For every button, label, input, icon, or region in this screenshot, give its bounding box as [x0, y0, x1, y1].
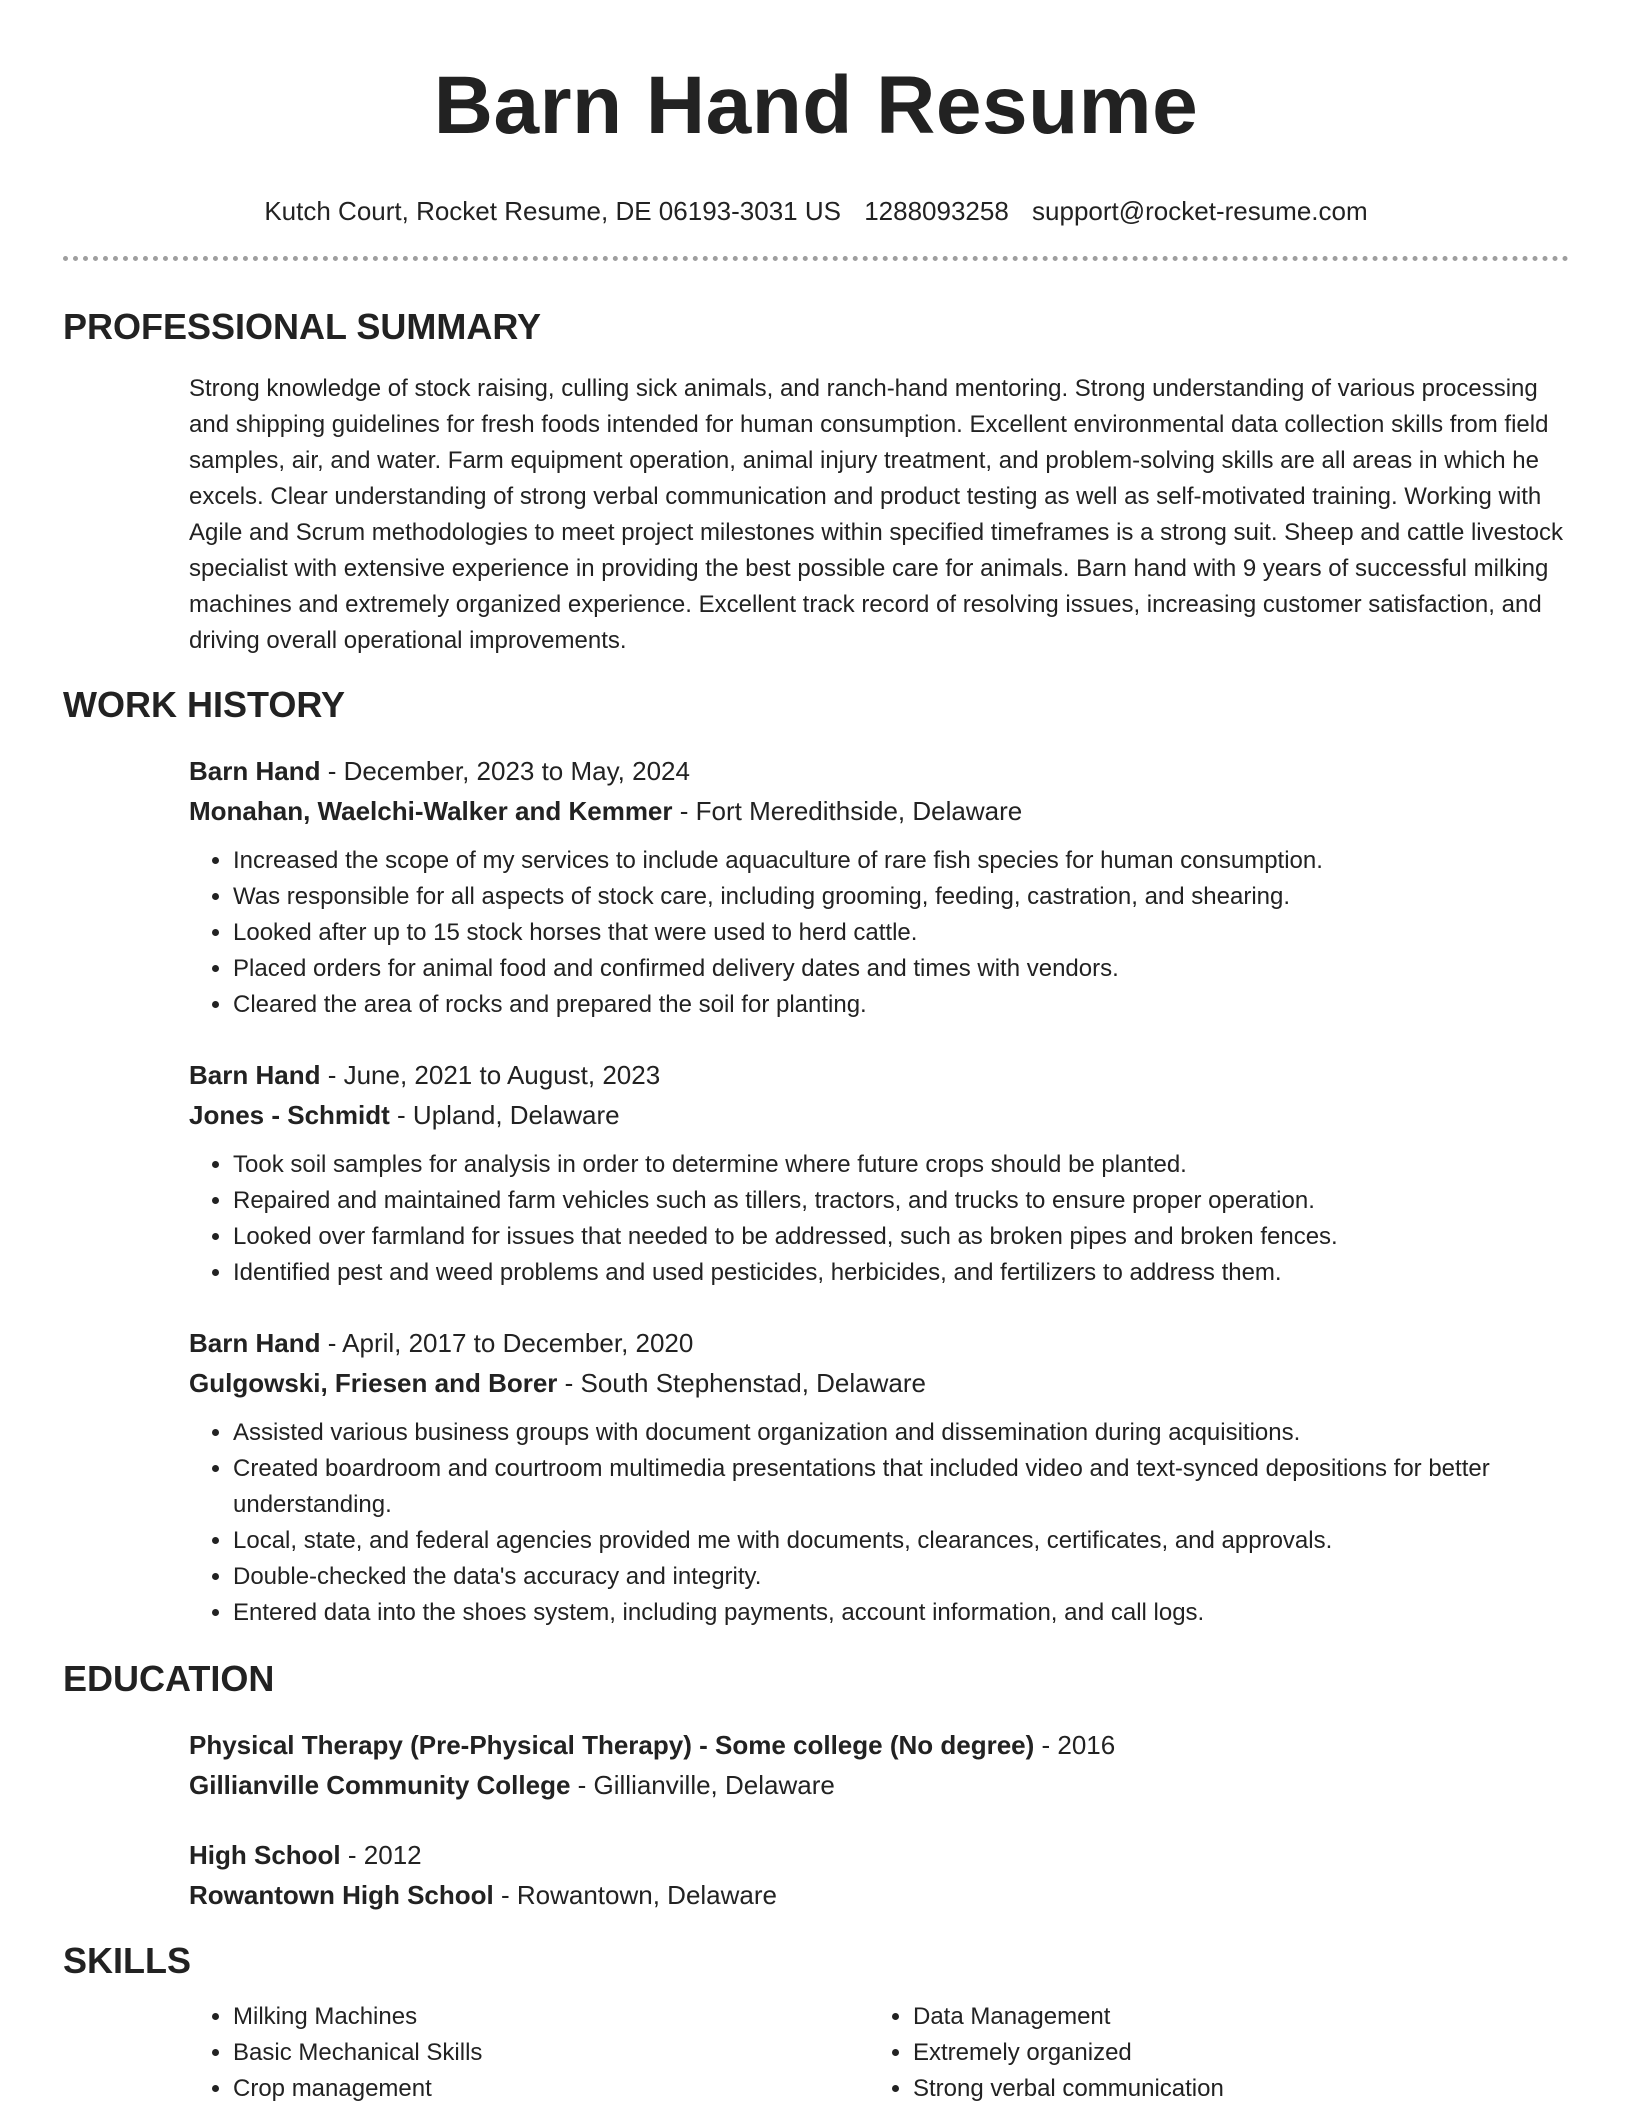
- job-dates: - April, 2017 to December, 2020: [320, 1328, 694, 1358]
- education-location: - Gillianville, Delaware: [570, 1770, 835, 1800]
- skill-item: • Data Management: [913, 1999, 1549, 2035]
- job-title-line: [189, 1055, 1569, 1095]
- job-company: Jones - Schmidt: [189, 1100, 390, 1130]
- skills-section: [189, 1999, 1569, 2107]
- header-divider: [63, 256, 1569, 261]
- job-title: Barn Hand: [189, 1060, 321, 1090]
- education-section: [189, 1725, 1569, 1915]
- job-company-line: [189, 791, 1569, 831]
- resume-title: Barn Hand Resume: [433, 60, 1199, 151]
- job-location: - Fort Meredithside, Delaware: [672, 796, 1023, 826]
- job-bullet: • Entered data into the shoes system, including payments, account information, and call logs.: [233, 1595, 1569, 1631]
- job-company: Gulgowski, Friesen and Borer: [189, 1368, 558, 1398]
- skill-item: • Strong verbal communication: [913, 2071, 1549, 2107]
- job-dates: - December, 2023 to May, 2024: [320, 756, 690, 786]
- job-bullets: [189, 1147, 1569, 1291]
- job-title-line: [189, 751, 1569, 791]
- job-bullet: • Local, state, and federal agencies provided me with documents, clearances, certificates, and approvals.: [233, 1523, 1569, 1559]
- job-company-line: [189, 1363, 1569, 1403]
- summary-heading: PROFESSIONAL SUMMARY: [63, 306, 542, 347]
- education-degree: High School: [189, 1840, 341, 1870]
- education-school: Rowantown High School: [189, 1880, 494, 1910]
- job-bullet: • Repaired and maintained farm vehicles such as tillers, tractors, and trucks to ensure proper operation.: [233, 1183, 1569, 1219]
- job-company-line: [189, 1095, 1569, 1135]
- job-bullet: • Looked over farmland for issues that needed to be addressed, such as broken pipes and broken fences.: [233, 1219, 1569, 1255]
- education-year: - 2016: [1034, 1730, 1116, 1760]
- work-history-section: [189, 751, 1569, 1631]
- education-heading: EDUCATION: [63, 1658, 275, 1699]
- job-bullet: • Identified pest and weed problems and used pesticides, herbicides, and fertilizers to address them.: [233, 1255, 1569, 1291]
- job-bullets: [189, 1415, 1569, 1631]
- job-bullet: • Was responsible for all aspects of stock care, including grooming, feeding, castration, and shearing.: [233, 879, 1569, 915]
- job-bullets: [189, 843, 1569, 1023]
- job-bullet: • Created boardroom and courtroom multimedia presentations that included video and text-synced depositions for better understanding.: [233, 1451, 1569, 1523]
- education-degree-line: [189, 1725, 1569, 1765]
- skill-item: • Extremely organized: [913, 2035, 1549, 2071]
- summary-text: Strong knowledge of stock raising, culling sick animals, and ranch-hand mentoring. Strong understanding of various processing and shipping guidelines for fresh foods intended for human consumption. Excellent environmental data collection skills from field samples, air, and water. Farm equipment operation, animal injury treatment, and problem-solving skills are all areas in which he excels. Clear understanding of strong verbal communication and product testing as well as self-motivated training. Working with Agile and Scrum methodologies to meet project milestones within specified timeframes is a strong suit. Sheep and cattle livestock specialist with extensive experience in providing the best possible care for animals. Barn hand with 9 years of successful milking machines and extremely organized experience. Excellent track record of resolving issues, increasing customer satisfaction, and driving overall operational improvements.: [189, 375, 1563, 654]
- skills-grid: [189, 1999, 1569, 2107]
- education-school: Gillianville Community College: [189, 1770, 571, 1800]
- skills-column-right: [869, 1999, 1549, 2107]
- job-location: - South Stephenstad, Delaware: [557, 1368, 926, 1398]
- work-history-heading: WORK HISTORY: [63, 684, 346, 725]
- contact-line: [63, 194, 1569, 228]
- job-entry: [189, 751, 1569, 1023]
- education-location: - Rowantown, Delaware: [493, 1880, 777, 1910]
- job-bullet: • Double-checked the data's accuracy and integrity.: [233, 1559, 1569, 1595]
- education-degree: Physical Therapy (Pre-Physical Therapy) - Some college (No degree): [189, 1730, 1035, 1760]
- contact-email: support@rocket-resume.com: [1032, 196, 1368, 226]
- job-bullet: • Assisted various business groups with document organization and dissemination during acquisitions.: [233, 1415, 1569, 1451]
- education-school-line: [189, 1765, 1569, 1805]
- contact-phone: 1288093258: [864, 196, 1009, 226]
- job-dates: - June, 2021 to August, 2023: [320, 1060, 661, 1090]
- education-school-line: [189, 1875, 1569, 1915]
- job-entry: [189, 1055, 1569, 1291]
- education-entry: [189, 1835, 1569, 1915]
- job-title-line: [189, 1323, 1569, 1363]
- summary-section: [189, 371, 1569, 659]
- skills-heading: SKILLS: [63, 1940, 192, 1981]
- job-bullet: • Cleared the area of rocks and prepared the soil for planting.: [233, 987, 1569, 1023]
- job-bullet: • Looked after up to 15 stock horses that were used to herd cattle.: [233, 915, 1569, 951]
- job-bullet: • Increased the scope of my services to include aquaculture of rare fish species for human consumption.: [233, 843, 1569, 879]
- job-bullet: • Placed orders for animal food and confirmed delivery dates and times with vendors.: [233, 951, 1569, 987]
- contact-address: Kutch Court, Rocket Resume, DE 06193-3031 US: [264, 196, 841, 226]
- job-bullet: • Took soil samples for analysis in order to determine where future crops should be planted.: [233, 1147, 1569, 1183]
- job-company: Monahan, Waelchi-Walker and Kemmer: [189, 796, 673, 826]
- education-entry: [189, 1725, 1569, 1805]
- job-entry: [189, 1323, 1569, 1631]
- education-year: - 2012: [340, 1840, 422, 1870]
- skills-column-left: [189, 1999, 869, 2107]
- job-title: Barn Hand: [189, 1328, 321, 1358]
- skill-item: • Crop management: [233, 2071, 869, 2107]
- job-title: Barn Hand: [189, 756, 321, 786]
- education-degree-line: [189, 1835, 1569, 1875]
- skill-item: • Milking Machines: [233, 1999, 869, 2035]
- skill-item: • Basic Mechanical Skills: [233, 2035, 869, 2071]
- job-location: - Upland, Delaware: [389, 1100, 620, 1130]
